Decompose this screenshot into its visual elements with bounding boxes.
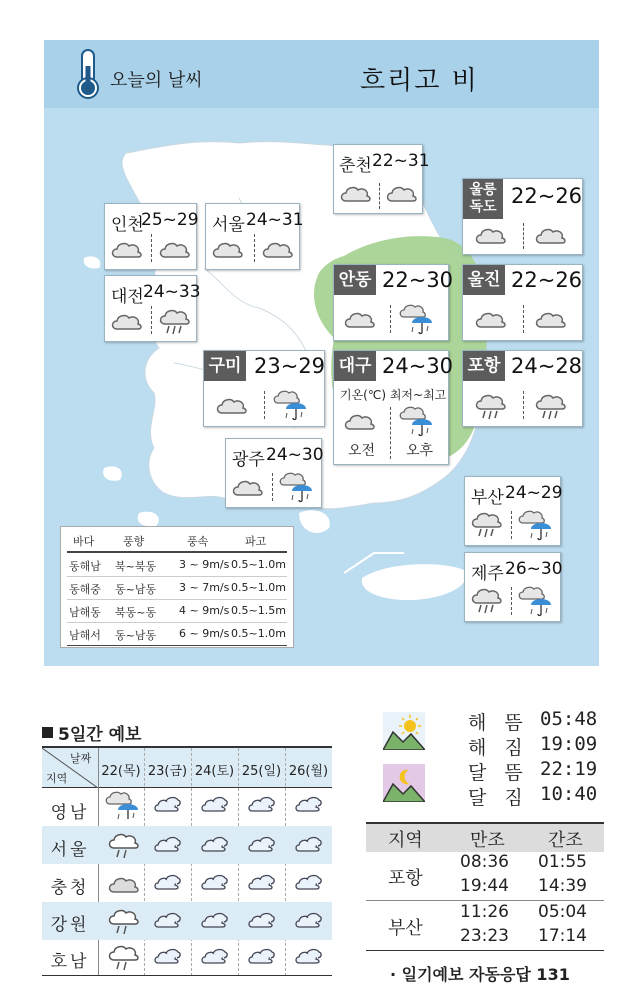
partly-cloudy-icon [247, 834, 277, 856]
moonset-label: 달 짐 [468, 787, 529, 809]
cloudy-icon [342, 307, 376, 331]
city-pohang [462, 350, 583, 427]
section-bullet [42, 727, 53, 738]
sea-header-row: 바다 풍향 풍속 파고 [67, 529, 287, 553]
city-temp: 22~26 [511, 268, 583, 292]
partly-cloudy-icon [153, 872, 183, 894]
sunset-time: 19:09 [540, 733, 598, 755]
tide-table [366, 822, 604, 952]
thermometer-icon [74, 48, 102, 100]
city-name: 대전 [111, 287, 144, 307]
cloudy-rain-icon [157, 306, 191, 336]
city-incheon [104, 203, 197, 270]
moonset-time: 10:40 [540, 783, 598, 805]
forecast-day: 22(목) [101, 764, 141, 779]
city-name-badge: 울릉 독도 [463, 179, 503, 219]
cloudy-icon [473, 307, 507, 331]
tide-header-high: 만조 [470, 830, 505, 851]
city-seoul [205, 203, 304, 270]
forecast-region: 강원 [50, 915, 90, 935]
cloudy-icon [260, 237, 294, 261]
forecast-table [42, 746, 332, 976]
city-temp: 24~30 [382, 354, 454, 378]
cloudy-icon [214, 393, 248, 417]
city-temp: 24~28 [511, 354, 583, 378]
cloudy-rain-icon [106, 830, 140, 860]
city-jeju [464, 552, 561, 622]
sea-row: 동해중 동~남동 3 ~ 7m/s 0.5~1.0m [67, 577, 287, 600]
forecast-day: 26(월) [288, 764, 329, 779]
cloudy-rain-icon [533, 391, 567, 421]
city-name-badge: 대구 [334, 351, 376, 381]
city-temp: 24~29 [505, 483, 563, 503]
city-uljin [462, 264, 583, 341]
cloudy-umbrella-icon [517, 583, 555, 617]
partly-cloudy-icon [294, 794, 324, 816]
city-name-badge: 구미 [204, 351, 246, 381]
corner-date-label: 날짜 [70, 752, 92, 765]
city-gumi [203, 350, 325, 427]
tide-header-region: 지역 [388, 830, 423, 851]
city-temp: 22~30 [382, 268, 454, 292]
city-temp: 24~31 [246, 210, 304, 230]
city-temp: 25~29 [141, 210, 199, 230]
moonrise-label: 달 뜸 [468, 762, 529, 784]
partly-cloudy-icon [200, 872, 230, 894]
cloudy-icon [533, 307, 567, 331]
cloudy-rain-icon [106, 906, 140, 936]
partly-cloudy-icon [153, 794, 183, 816]
partly-cloudy-icon [247, 794, 277, 816]
partly-cloudy-icon [247, 872, 277, 894]
forecast-region: 영남 [50, 803, 90, 823]
sea-row: 남해동 북동~동 4 ~ 9m/s 0.5~1.5m [67, 600, 287, 623]
cloudy-icon [384, 181, 418, 205]
sunset-label: 해 짐 [468, 737, 529, 759]
partly-cloudy-icon [247, 946, 277, 968]
city-name-badge: 울진 [463, 265, 505, 295]
cloudy-icon [109, 309, 143, 333]
cloudy-umbrella-icon [278, 469, 316, 503]
sunrise-time: 05:48 [540, 708, 598, 730]
partly-cloudy-icon [294, 946, 324, 968]
city-temp: 26~30 [505, 559, 563, 579]
tide-low: 17:14 [538, 926, 587, 946]
cloudy-umbrella-icon [398, 301, 436, 335]
partly-cloudy-icon [294, 872, 324, 894]
cloudy-umbrella-icon [517, 507, 555, 541]
weather-condition: 흐리고 비 [360, 66, 479, 96]
tide-header-low: 간조 [548, 830, 583, 851]
sea-row: 동해남 북~북동 3 ~ 9m/s 0.5~1.0m [67, 554, 287, 577]
partly-cloudy-icon [294, 834, 324, 856]
hotline-footer: · 일기예보 자동응답 131 [390, 965, 570, 984]
moon-mountain-icon [383, 764, 425, 802]
forecast-day: 25(일) [241, 764, 282, 779]
cloudy-icon [533, 223, 567, 247]
city-temp: 23~29 [254, 354, 326, 378]
city-name: 부산 [471, 488, 504, 508]
partly-cloudy-icon [200, 794, 230, 816]
tide-high: 23:23 [460, 926, 509, 946]
cloudy-icon [338, 181, 372, 205]
cloudy-icon [210, 237, 244, 261]
partly-cloudy-icon [200, 946, 230, 968]
cloudy-icon [109, 237, 143, 261]
cloudy-icon [106, 872, 140, 896]
forecast-region: 서울 [50, 840, 90, 860]
city-daegu [333, 350, 454, 465]
city-temp: 22~31 [372, 151, 430, 171]
legend-label: 기온(℃) 최저~최고 [340, 388, 447, 402]
cloudy-rain-icon [469, 509, 503, 539]
cloudy-rain-icon [106, 942, 140, 972]
cloudy-icon [230, 475, 264, 499]
partly-cloudy-icon [153, 946, 183, 968]
cloudy-umbrella-icon [272, 387, 310, 421]
tide-low: 01:55 [538, 852, 587, 872]
sea-row: 남해서 동~남동 6 ~ 9m/s 0.5~1.0m [67, 623, 287, 646]
city-chuncheon [333, 144, 430, 214]
cloudy-icon [157, 237, 191, 261]
tide-low: 05:04 [538, 902, 587, 922]
cloudy-rain-icon [473, 391, 507, 421]
tide-high: 08:36 [460, 852, 509, 872]
forecast-title: 5일간 예보 [58, 725, 142, 745]
city-name: 광주 [232, 450, 265, 470]
sunrise-label: 해 뜸 [468, 712, 529, 734]
cloudy-rain-icon [469, 585, 503, 615]
corner-region-label: 지역 [46, 772, 68, 785]
city-name-badge: 포항 [463, 351, 505, 381]
legend-am: 오전 [348, 443, 376, 459]
city-busan [464, 476, 561, 546]
tide-low: 14:39 [538, 876, 587, 896]
city-temp: 24~30 [266, 445, 324, 465]
city-andong [333, 264, 454, 341]
moonrise-time: 22:19 [540, 758, 598, 780]
city-daejeon [104, 275, 201, 342]
forecast-region: 충청 [50, 878, 90, 898]
city-temp: 24~33 [143, 282, 201, 302]
tide-high: 19:44 [460, 876, 509, 896]
partly-cloudy-icon [153, 910, 183, 932]
city-temp: 22~26 [511, 184, 583, 208]
partly-cloudy-icon [200, 910, 230, 932]
city-ulleung-dokdo [462, 178, 583, 255]
sea-conditions-table [60, 526, 294, 648]
partly-cloudy-icon [247, 910, 277, 932]
cloudy-icon [342, 409, 376, 433]
forecast-day: 23(금) [147, 764, 188, 779]
sun-mountain-icon [383, 712, 425, 750]
city-name-badge: 안동 [334, 265, 376, 295]
tide-region: 부산 [388, 918, 423, 939]
tide-high: 11:26 [460, 902, 509, 922]
legend-pm: 오후 [406, 443, 434, 459]
cloudy-umbrella-icon [398, 403, 436, 437]
cloudy-icon [473, 223, 507, 247]
city-name: 인천 [111, 215, 144, 235]
forecast-day: 24(토) [194, 764, 235, 779]
city-gwangju [225, 438, 322, 508]
city-name: 서울 [212, 215, 245, 235]
partly-cloudy-icon [200, 834, 230, 856]
city-name: 춘천 [339, 156, 372, 176]
header-title: 오늘의 날씨 [110, 70, 203, 91]
city-name: 제주 [471, 564, 504, 584]
partly-cloudy-icon [153, 834, 183, 856]
cloudy-umbrella-icon [104, 788, 142, 822]
forecast-region: 호남 [50, 952, 90, 972]
tide-region: 포항 [388, 868, 423, 889]
partly-cloudy-icon [294, 910, 324, 932]
